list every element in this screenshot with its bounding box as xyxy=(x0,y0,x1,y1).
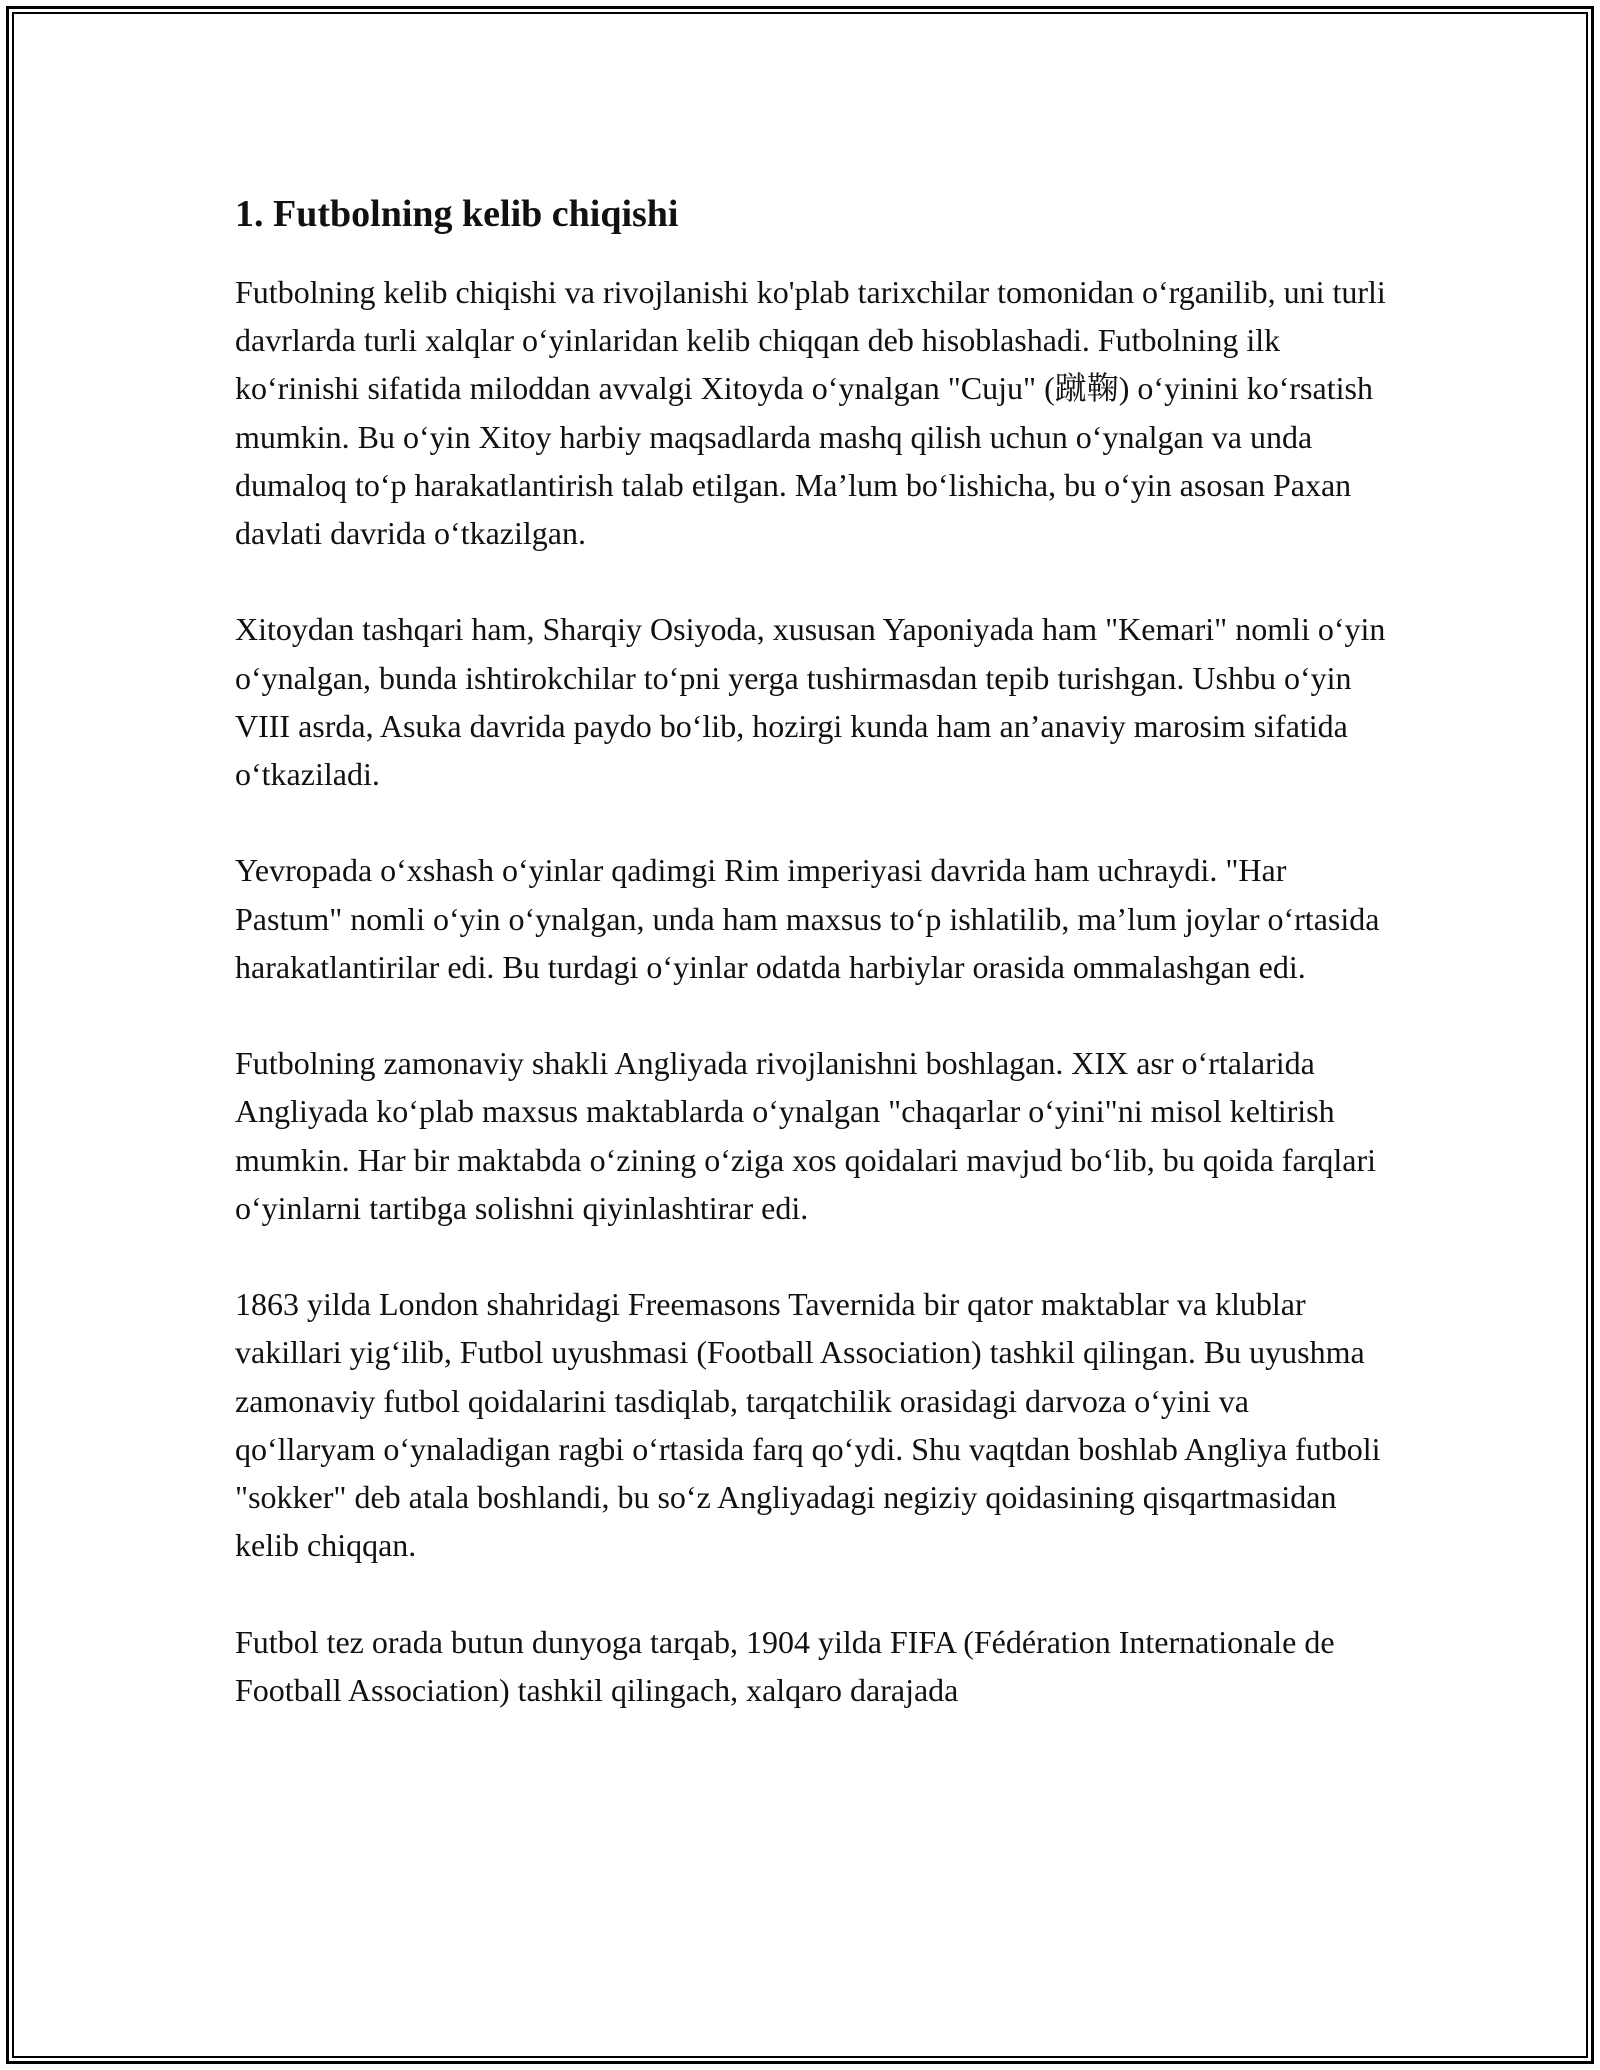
paragraph-football-association: 1863 yilda London shahridagi Freemasons Tavernida bir qator maktablar va klublar vakillari yig‘ilib, Futbol uyushmasi (Football Association) tashkil qilingan. Bu uyushma zamonaviy futbol qoidalarini tasdiqlab, tarqatchilik orasidagi darvoza o‘yini va qo‘llaryam o‘ynaladigan ragbi o‘rtasida farq qo‘ydi. Shu vaqtdan boshlab Angliya futboli "sokker" deb atala boshlandi, bu so‘z Angliyadagi negiziy qoidasining qisqartmasidan kelib chiqqan. xyxy=(235,1286,1381,1564)
document-body xyxy=(235,186,1395,1762)
paragraph-cuju: Futbolning kelib chiqishi va rivojlanishi ko'plab tarixchilar tomonidan o‘rganilib, uni turli davrlarda turli xalqlar o‘yinlaridan kelib chiqqan deb hisoblashadi. Futbolning ilk ko‘rinishi sifatida miloddan avvalgi Xitoyda o‘ynalgan "Cuju" (蹴鞠) o‘yinini ko‘rsatish mumkin. Bu o‘yin Xitoy harbiy maqsadlarda mashq qilish uchun o‘ynalgan va unda dumaloq to‘p harakatlantirish talab etilgan. Ma’lum bo‘lishicha, bu o‘yin asosan Paxan davlati davrida o‘tkazilgan. xyxy=(235,274,1386,552)
paragraph-fifa: Futbol tez orada butun dunyoga tarqab, 1904 yilda FIFA (Fédération Internationale de Football Association) tashkil qilingach, xalqaro darajada xyxy=(235,1623,1335,1708)
paragraph-har-pastum: Yevropada o‘xshash o‘yinlar qadimgi Rim imperiyasi davrida ham uchraydi. "Har Pastum" nomli o‘yin o‘ynalgan, unda ham maxsus to‘p ishlatilib, ma’lum joylar o‘rtasida harakatlantirilar edi. Bu turdagi o‘yinlar odatda harbiylar orasida ommalashgan edi. xyxy=(235,852,1380,985)
section-heading: 1. Futbolning kelib chiqishi xyxy=(235,193,679,235)
paragraph-england-schools: Futbolning zamonaviy shakli Angliyada rivojlanishni boshlagan. XIX asr o‘rtalarida Angliyada ko‘plab maxsus maktablarda o‘ynalgan "chaqarlar o‘yini"ni misol keltirish mumkin. Har bir maktabda o‘zining o‘ziga xos qoidalari mavjud bo‘lib, bu qoida farqlari o‘yinlarni tartibga solishni qiyinlashtirar edi. xyxy=(235,1045,1377,1226)
paragraph-kemari: Xitoydan tashqari ham, Sharqiy Osiyoda, xususan Yaponiyada ham "Kemari" nomli o‘yin o‘ynalgan, bunda ishtirokchilar to‘pni yerga tushirmasdan tepib turishgan. Ushbu o‘yin VIII asrda, Asuka davrida paydo bo‘lib, hozirgi kunda ham an’anaviy marosim sifatida o‘tkaziladi. xyxy=(235,611,1386,793)
